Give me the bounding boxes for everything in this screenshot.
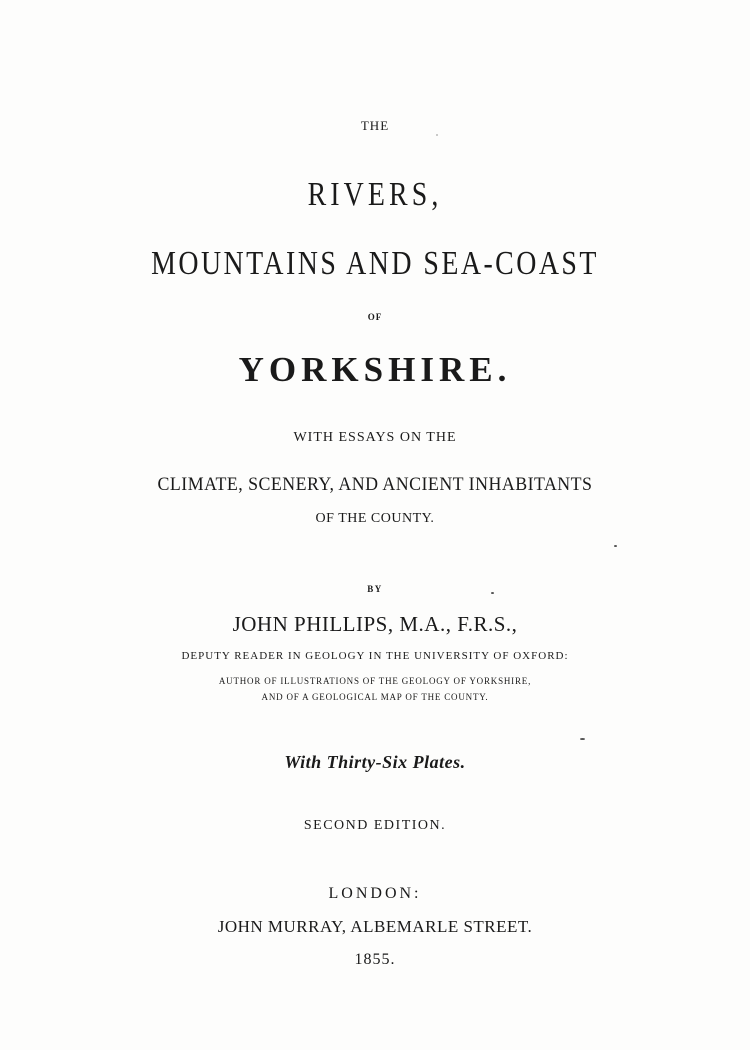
print-speck bbox=[436, 134, 438, 136]
print-speck bbox=[491, 592, 494, 594]
author-position: DEPUTY READER IN GEOLOGY IN THE UNIVERSITY OF OXFORD: bbox=[181, 650, 569, 662]
edition: SECOND EDITION. bbox=[303, 818, 447, 833]
heading-the: THE bbox=[360, 118, 390, 133]
imprint-publisher: JOHN MURRAY, ALBEMARLE STREET. bbox=[217, 917, 533, 936]
imprint-city: LONDON: bbox=[328, 885, 422, 902]
print-speck bbox=[614, 545, 617, 547]
print-speck bbox=[580, 738, 585, 740]
subtitle-county: OF THE COUNTY. bbox=[315, 511, 435, 526]
heading-of: OF bbox=[367, 312, 383, 322]
author-credits-line2: AND OF A GEOLOGICAL MAP OF THE COUNTY. bbox=[261, 692, 489, 702]
author-credits-line1: AUTHOR OF ILLUSTRATIONS OF THE GEOLOGY OF YORKSHIRE, bbox=[218, 676, 532, 686]
subtitle-climate: CLIMATE, SCENERY, AND ANCIENT INHABITANTS bbox=[157, 474, 593, 495]
heading-mountains: MOUNTAINS AND SEA-COAST bbox=[151, 245, 599, 282]
heading-yorkshire: YORKSHIRE. bbox=[238, 350, 512, 389]
imprint-year: 1855. bbox=[354, 951, 396, 968]
plates-note: With Thirty-Six Plates. bbox=[284, 752, 466, 772]
heading-rivers: RIVERS, bbox=[307, 176, 443, 213]
subtitle-essays: WITH ESSAYS ON THE bbox=[293, 430, 457, 445]
byline-by: BY bbox=[367, 584, 383, 594]
author-name: JOHN PHILLIPS, M.A., F.R.S., bbox=[232, 612, 518, 636]
